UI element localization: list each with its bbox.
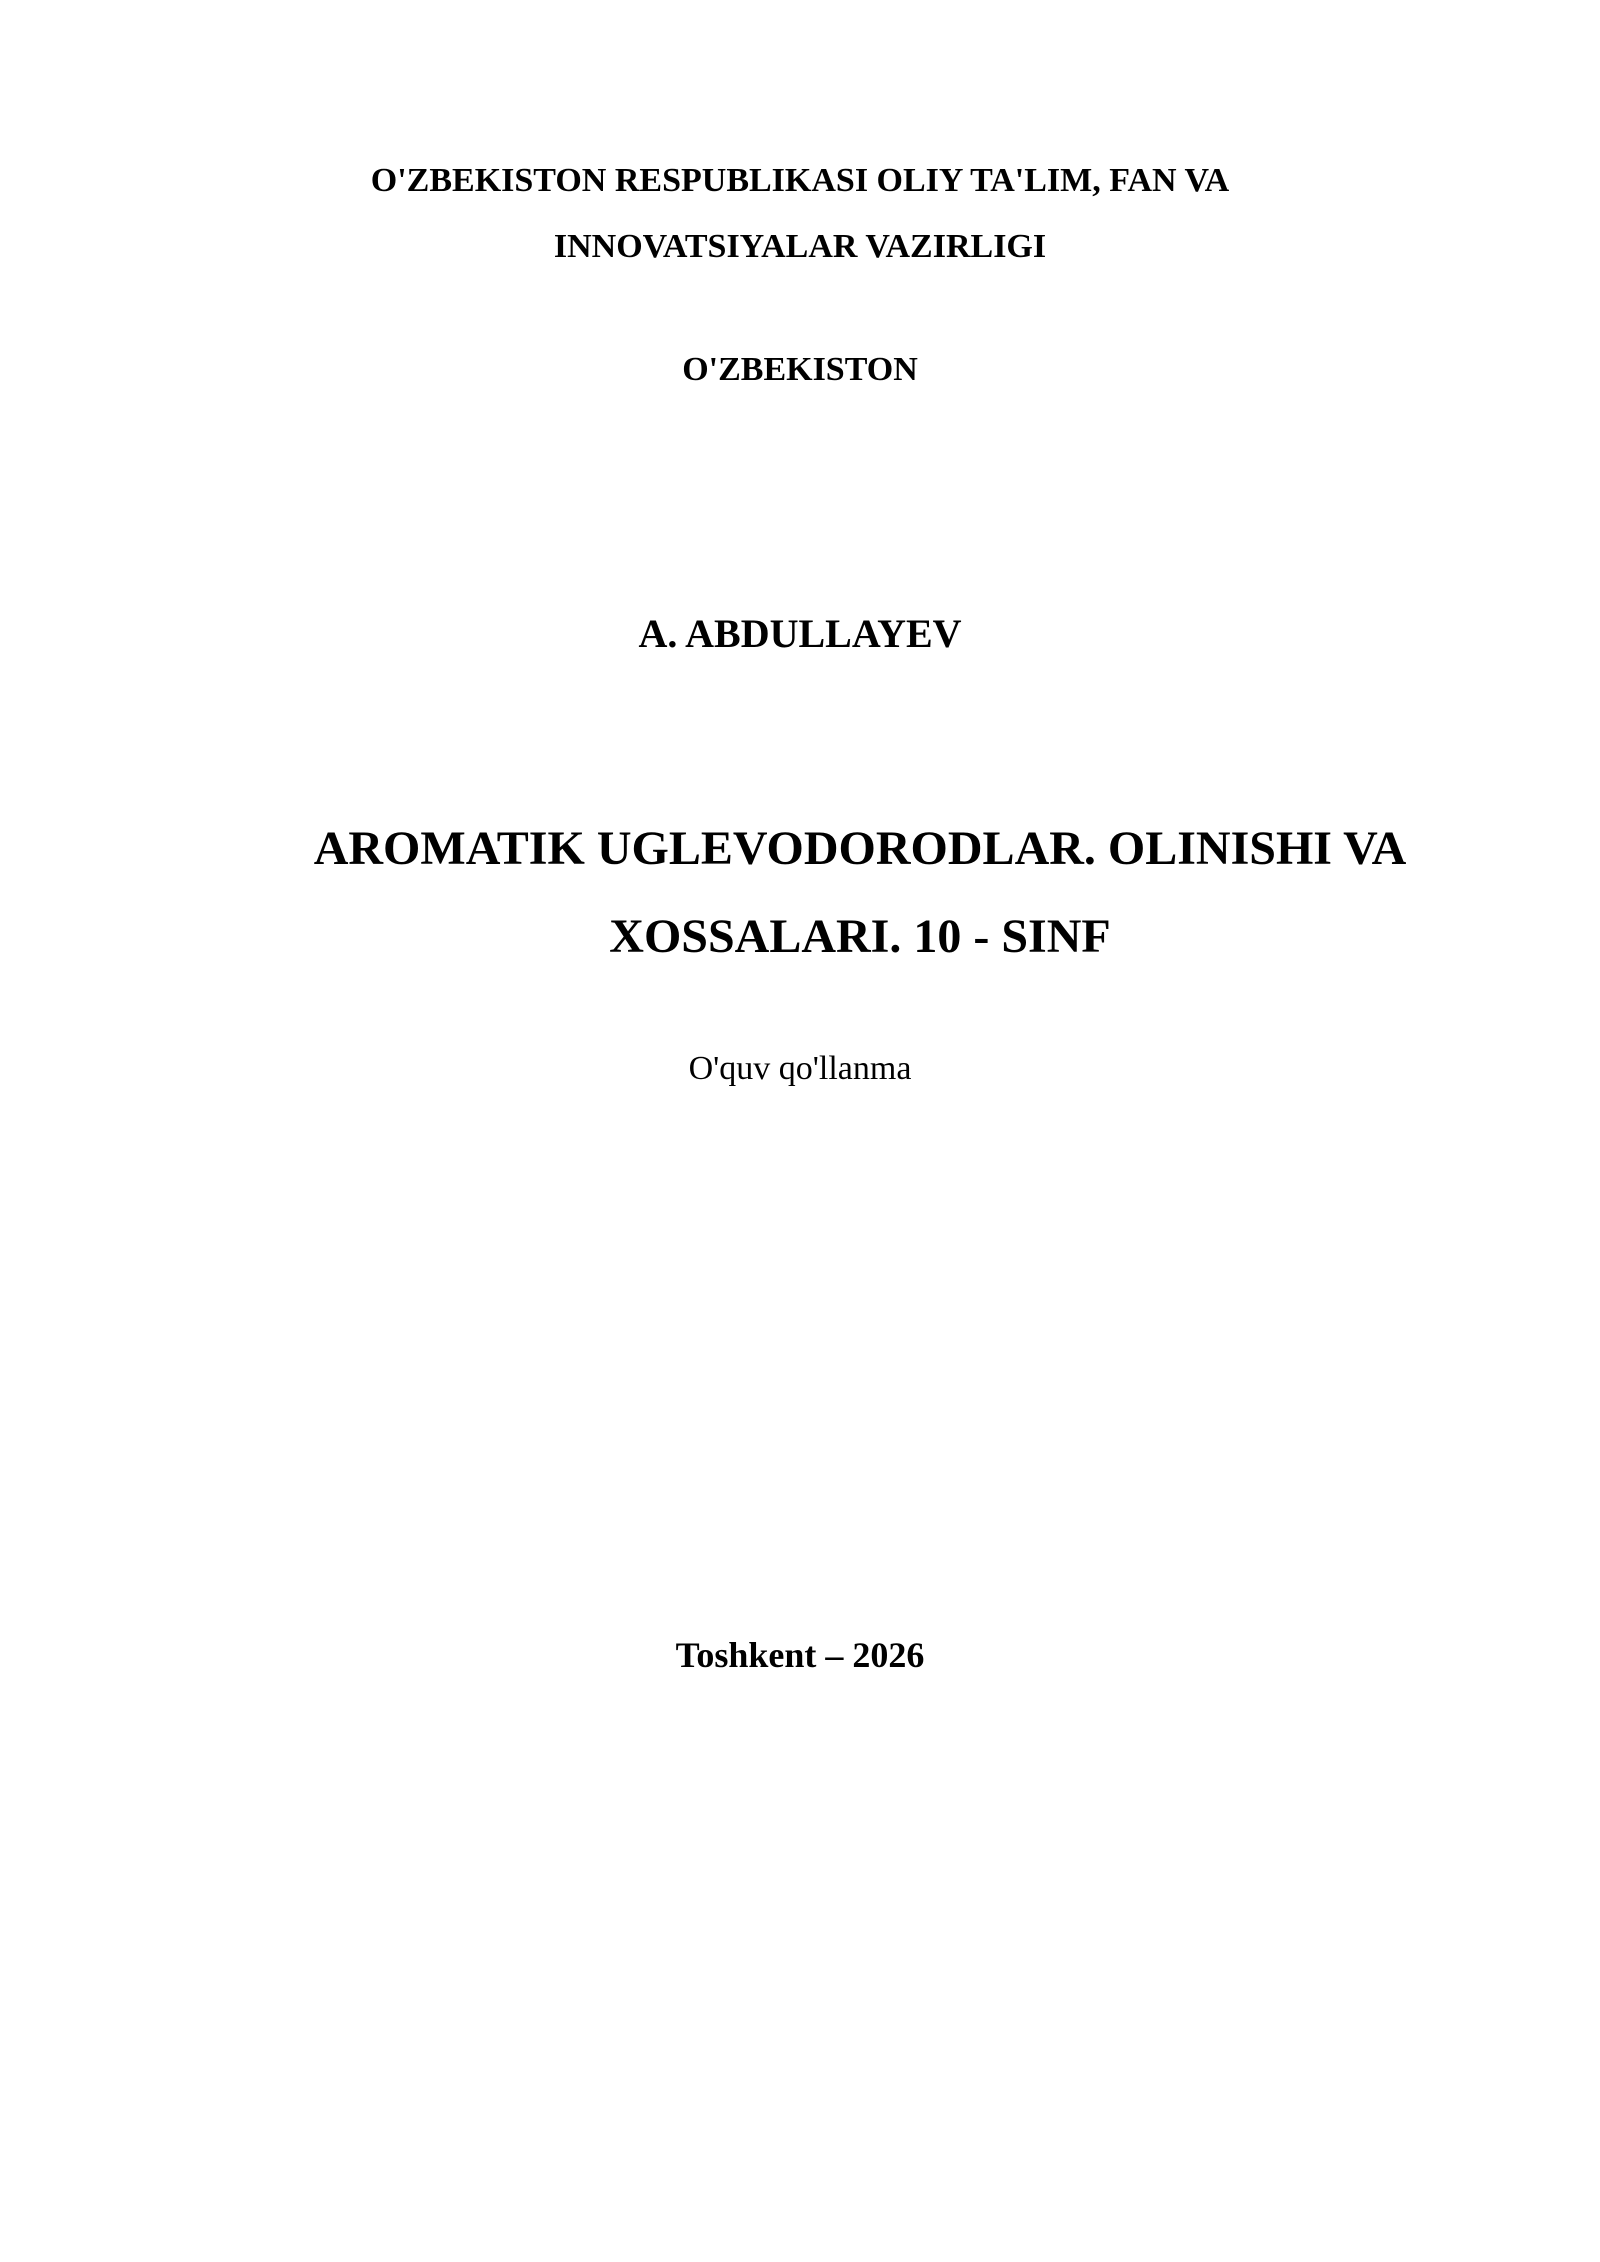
title-line-1: AROMATIK UGLEVODORODLAR. OLINISHI VA: [313, 822, 1407, 875]
country-name: O'ZBEKISTON: [682, 351, 918, 388]
document-subtitle: O'quv qo'llanma: [688, 1050, 912, 1087]
ministry-heading: [0, 148, 1600, 280]
document-title: [200, 805, 1520, 981]
ministry-line-1: O'ZBEKISTON RESPUBLIKASI OLIY TA'LIM, FAN VA: [370, 162, 1230, 199]
title-line-2: XOSSALARI. 10 - SINF: [609, 910, 1111, 963]
place-and-year: Toshkent – 2026: [675, 1635, 925, 1675]
author-name: A. ABDULLAYEV: [638, 611, 962, 656]
ministry-line-2: INNOVATSIYALAR VAZIRLIGI: [553, 228, 1047, 265]
